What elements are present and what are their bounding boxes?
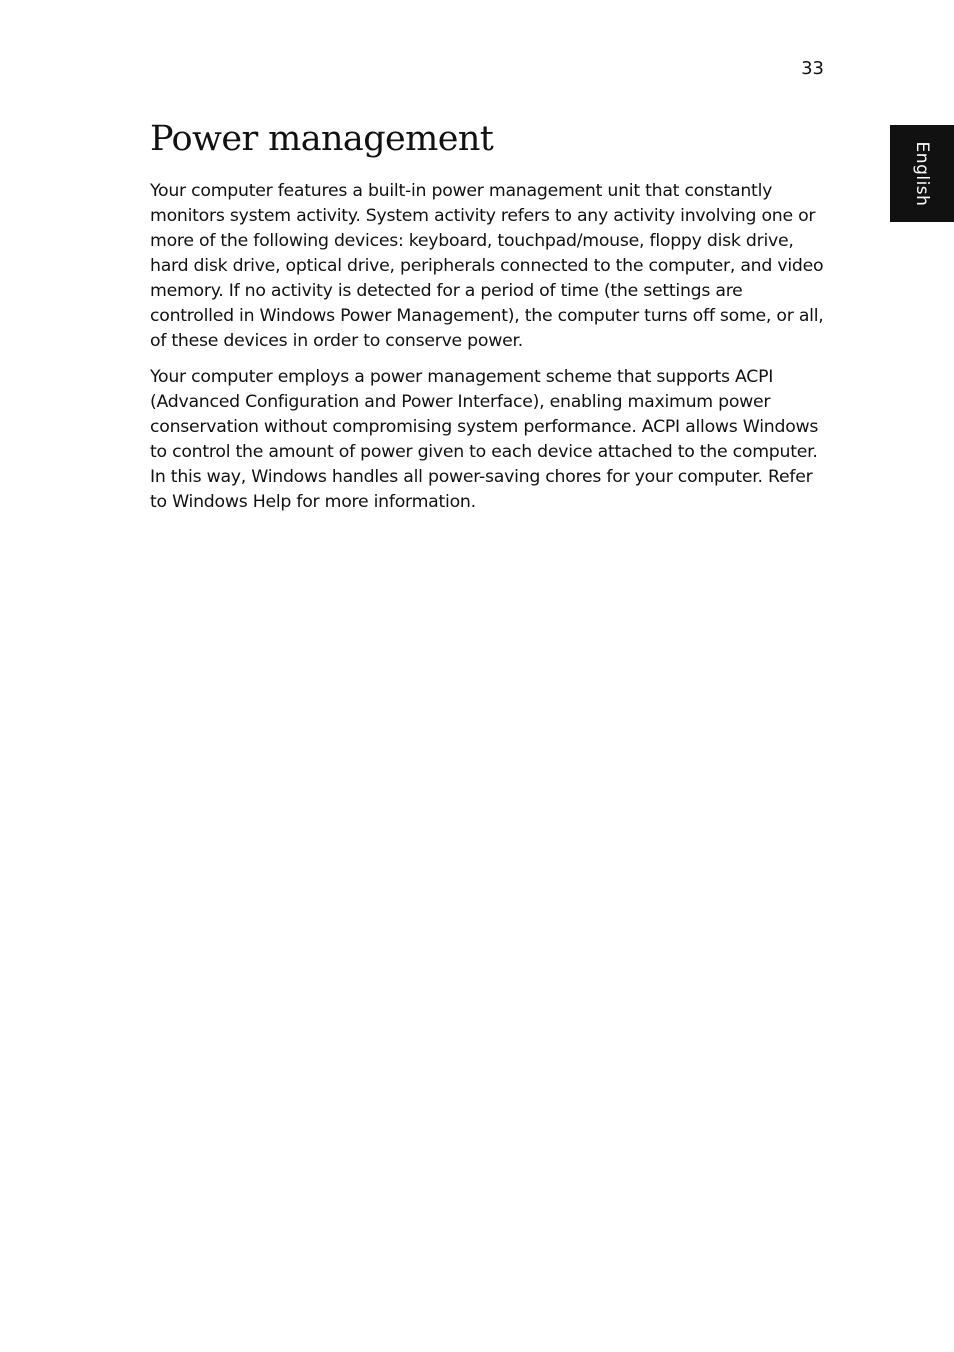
language-tab-label: English xyxy=(912,141,932,206)
body-paragraph-2: Your computer employs a power management scheme that supports ACPI (Advanced Configuration and Power Interface), enabling maximum power conservation without compromising system performance. ACPI allows Windows to control the amount of power given to each device attached to the computer. In this way, Windows handles all power-saving chores for your computer. Refer to Windows Help for more information. xyxy=(150,367,819,512)
main-content xyxy=(150,118,826,526)
page-number: 33 xyxy=(801,58,824,79)
body-paragraph-1: Your computer features a built-in power management unit that constantly monitors system activity. System activity refers to any activity involving one or more of the following devices: keyboard, touchpad/mouse, floppy disk drive, hard disk drive, optical drive, peripherals connected to the computer, and video memory. If no activity is detected for a period of time (the settings are controlled in Windows Power Management), the computer turns off some, or all, of these devices in order to conserve power. xyxy=(150,181,824,351)
section-title: Power management xyxy=(150,119,494,159)
language-tab xyxy=(890,125,954,222)
